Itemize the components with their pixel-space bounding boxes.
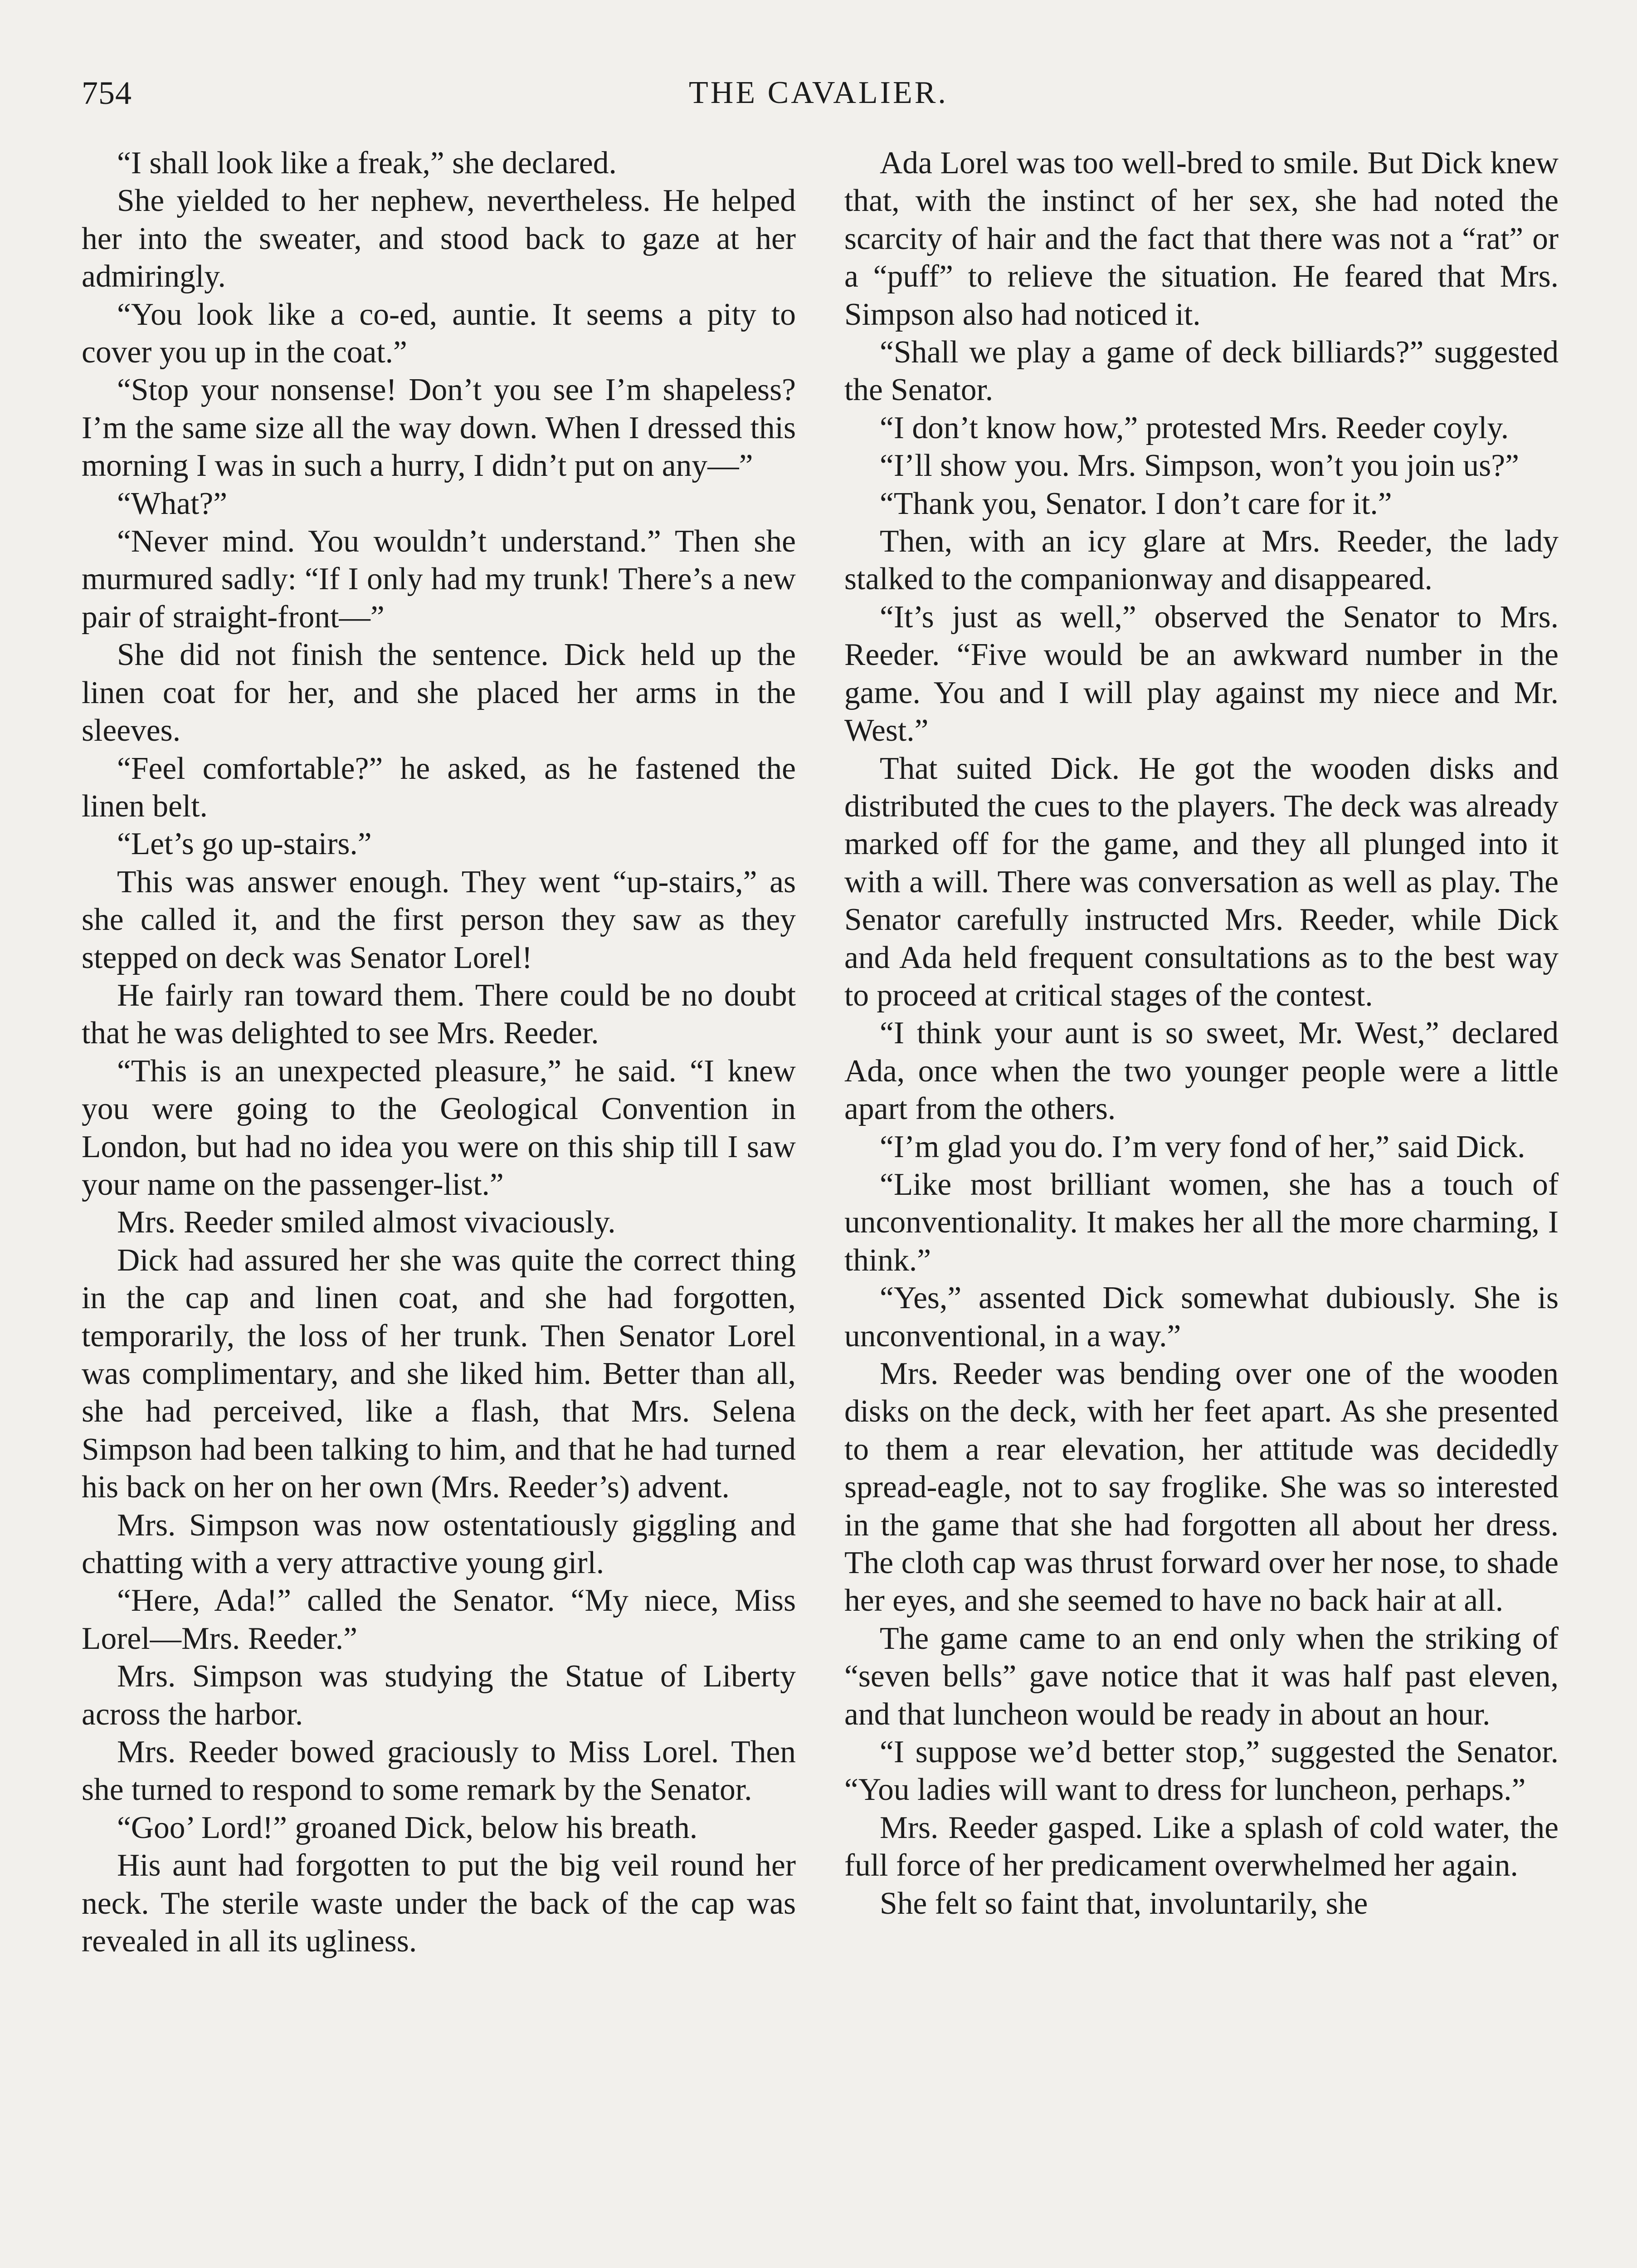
paragraph: “Never mind. You wouldn’t understand.” Then she murmured sadly: “If I only had my trunk! There’s a new pair of straight-front—” bbox=[82, 524, 796, 635]
paragraph: She felt so faint that, involuntarily, she bbox=[880, 1886, 1368, 1921]
paragraph: “Here, Ada!” called the Senator. “My niece, Miss Lorel—Mrs. Reeder.” bbox=[82, 1583, 796, 1656]
paragraph: “This is an unexpected pleasure,” he said. “I knew you were going to the Geological Convention in London, but had no idea you were on this ship till I saw your name on the passenger-list.” bbox=[82, 1053, 796, 1202]
paragraph: He fairly ran toward them. There could be no doubt that he was delighted to see Mrs. Reeder. bbox=[82, 978, 796, 1051]
paragraph: Mrs. Simpson was now ostentatiously giggling and chatting with a very attractive young girl. bbox=[82, 1507, 796, 1581]
paragraph: “You look like a co-ed, auntie. It seems a pity to cover you up in the coat.” bbox=[82, 297, 796, 370]
paragraph: Mrs. Simpson was studying the Statue of Liberty across the harbor. bbox=[82, 1659, 796, 1732]
paragraph: “I don’t know how,” protested Mrs. Reeder coyly. bbox=[880, 410, 1509, 445]
paragraph: Dick had assured her she was quite the correct thing in the cap and linen coat, and she had forgotten, temporarily, the loss of her trunk. Then Senator Lorel was complimentary, and she liked him. Better than all, she had perceived, like a flash, that Mrs. Selena Simpson had been talking to him, and that he had turned his back on her on her own (Mrs. Reeder’s) advent. bbox=[82, 1242, 796, 1505]
paragraph: She did not finish the sentence. Dick held up the linen coat for her, and she placed her arms in the sleeves. bbox=[82, 637, 796, 748]
paragraph: Ada Lorel was too well-bred to smile. But Dick knew that, with the instinct of her sex, she had noted the scarcity of hair and the fact that there was not a “rat” or a “puff” to relieve the situation. He feared that Mrs. Simpson also had noticed it. bbox=[844, 146, 1559, 332]
paragraph: Mrs. Reeder smiled almost vivaciously. bbox=[117, 1205, 616, 1240]
paragraph: Mrs. Reeder gasped. Like a splash of cold water, the full force of her predicament overwhelmed her again. bbox=[844, 1810, 1559, 1883]
running-title: THE CAVALIER. bbox=[689, 75, 948, 110]
paragraph: “It’s just as well,” observed the Senator to Mrs. Reeder. “Five would be an awkward number in the game. You and I will play against my niece and Mr. West.” bbox=[844, 599, 1559, 748]
paragraph: “I’ll show you. Mrs. Simpson, won’t you join us?” bbox=[880, 448, 1519, 484]
left-text-column bbox=[82, 144, 796, 2268]
paragraph: “Let’s go up-stairs.” bbox=[117, 826, 372, 862]
page-header bbox=[82, 68, 1555, 118]
paragraph: Mrs. Reeder was bending over one of the wooden disks on the deck, with her feet apart. As she presented to them a rear elevation, her attitude was decidedly spread-eagle, not to say froglike. She was so interested in the game that she had forgotten all about her dress. The cloth cap was thrust forward over her nose, to shade her eyes, and she seemed to have no back hair at all. bbox=[844, 1356, 1559, 1618]
paragraph: Then, with an icy glare at Mrs. Reeder, the lady stalked to the companionway and disappeared. bbox=[844, 524, 1559, 597]
paragraph: She yielded to her nephew, nevertheless. He helped her into the sweater, and stood back to gaze at her admiringly. bbox=[82, 183, 796, 294]
paragraph: “I think your aunt is so sweet, Mr. West,” declared Ada, once when the two younger people were a little apart from the others. bbox=[844, 1016, 1559, 1127]
paragraph: “I suppose we’d better stop,” suggested the Senator. “You ladies will want to dress for luncheon, perhaps.” bbox=[844, 1735, 1559, 1808]
paragraph: Mrs. Reeder bowed graciously to Miss Lorel. Then she turned to respond to some remark by the Senator. bbox=[82, 1735, 796, 1808]
paragraph: “Stop your nonsense! Don’t you see I’m shapeless? I’m the same size all the way down. When I dressed this morning I was in such a hurry, I didn’t put on any—” bbox=[82, 372, 796, 484]
paragraph: “Thank you, Senator. I don’t care for it.” bbox=[880, 486, 1392, 521]
paragraph: “Feel comfortable?” he asked, as he fastened the linen belt. bbox=[82, 751, 796, 824]
paragraph: “Shall we play a game of deck billiards?” suggested the Senator. bbox=[844, 335, 1559, 408]
paragraph: “I’m glad you do. I’m very fond of her,” said Dick. bbox=[880, 1129, 1525, 1164]
paragraph: The game came to an end only when the striking of “seven bells” gave notice that it was half past eleven, and that luncheon would be ready in about an hour. bbox=[844, 1621, 1559, 1732]
paragraph: “What?” bbox=[117, 486, 228, 521]
paragraph: His aunt had forgotten to put the big veil round her neck. The sterile waste under the back of the cap was revealed in all its ugliness. bbox=[82, 1848, 796, 1959]
paragraph: “I shall look like a freak,” she declared. bbox=[117, 146, 617, 181]
paragraph: “Like most brilliant women, she has a touch of unconventionality. It makes her all the more charming, I think.” bbox=[844, 1167, 1559, 1278]
paragraph: “Goo’ Lord!” groaned Dick, below his breath. bbox=[117, 1810, 698, 1845]
paragraph: That suited Dick. He got the wooden disks and distributed the cues to the players. The deck was already marked off for the game, and they all plunged into it with a will. There was conversation as well as play. The Senator carefully instructed Mrs. Reeder, while Dick and Ada held frequent consultations as to the best way to proceed at critical stages of the contest. bbox=[844, 751, 1559, 1013]
right-text-column bbox=[844, 144, 1559, 2268]
paragraph: “Yes,” assented Dick somewhat dubiously. She is unconventional, in a way.” bbox=[844, 1281, 1559, 1354]
paragraph: This was answer enough. They went “up-stairs,” as she called it, and the first person they saw as they stepped on deck was Senator Lorel! bbox=[82, 864, 796, 975]
page-number: 754 bbox=[82, 75, 132, 111]
